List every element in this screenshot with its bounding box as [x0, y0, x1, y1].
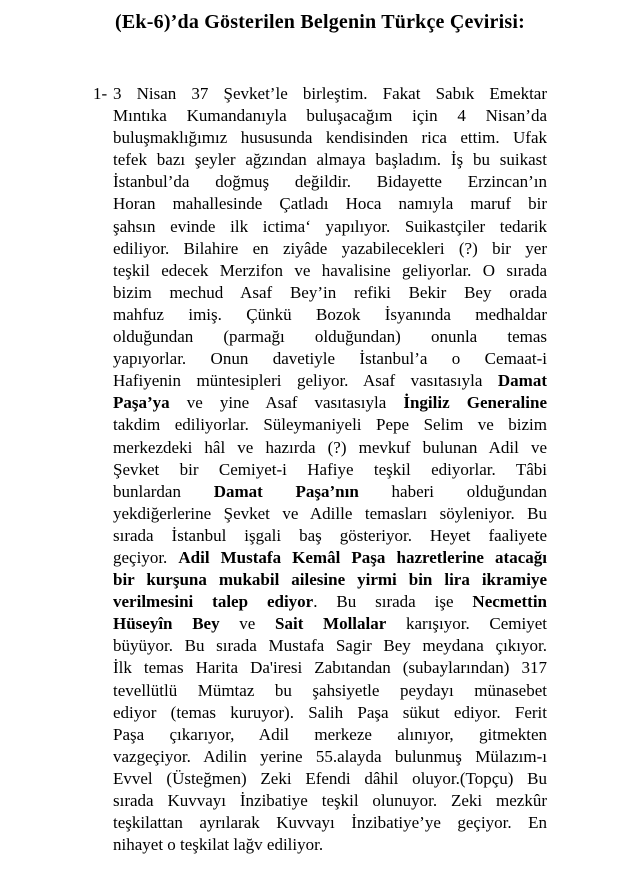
- text-line: [113, 724, 547, 746]
- text-line: [113, 834, 547, 856]
- text-line: [113, 547, 547, 569]
- list-item-marker: 1-: [93, 84, 108, 103]
- text-line: [113, 370, 547, 392]
- text-line: [113, 171, 547, 193]
- text-line: [113, 680, 547, 702]
- paragraph: [93, 83, 548, 856]
- text-segment: haberi olduğundan: [358, 481, 547, 501]
- text-segment: yekdiğerlerine Şevket ve Adille temasları söyleniyor. Bu: [113, 503, 547, 523]
- text-line: [113, 83, 547, 105]
- bold-text-segment: Sait Mollalar: [275, 614, 387, 634]
- text-segment: geçiyor.: [113, 547, 179, 567]
- text-line: [113, 414, 547, 436]
- text-line: [113, 635, 547, 657]
- text-line: [113, 613, 547, 635]
- text-line: [113, 282, 547, 304]
- text-line: [113, 149, 547, 171]
- text-segment: Mıntıka Kumandanıyla buluşacağım için 4 Nisan’da: [113, 106, 547, 126]
- text-line: [113, 459, 547, 481]
- text-line: [113, 657, 547, 679]
- text-line: [113, 525, 547, 547]
- text-segment: Paşa çıkarıyor, Adil merkeze alınıyor, gitmekten: [113, 724, 547, 744]
- bold-text-segment: Paşa’ya: [113, 393, 170, 413]
- text-line: [113, 193, 547, 215]
- bold-text-segment: Adil Mustafa Kemâl Paşa hazretlerine atacağı: [178, 547, 547, 567]
- text-line: [113, 503, 547, 525]
- text-line: [113, 105, 547, 127]
- text-segment: merkezdeki hâl ve hazırda (?) mevkuf bulunan Adil ve: [113, 437, 547, 457]
- text-segment: nihayet o teşkilat lağv ediliyor.: [113, 835, 324, 855]
- bold-text-segment: Hüseyîn Bey: [113, 614, 220, 634]
- text-segment: bizim mechud Asaf Bey’in refiki Bekir Bey orada: [113, 282, 547, 302]
- text-line: [113, 326, 547, 348]
- text-line: [113, 437, 547, 459]
- bold-text-segment: İngiliz Generaline: [403, 393, 547, 413]
- text-line: [113, 304, 547, 326]
- text-segment: takdim ediliyorlar. Süleymaniyeli Pepe Selim ve bizim: [113, 415, 547, 435]
- text-segment: İlk temas Harita Da'iresi Zabıtandan (subaylarından) 317: [113, 658, 547, 678]
- paragraph-lines: [113, 83, 547, 856]
- text-line: [113, 591, 547, 613]
- text-segment: ediyor (temas kuruyor). Salih Paşa sükut ediyor. Ferit: [113, 702, 547, 722]
- text-line: [113, 702, 547, 724]
- text-segment: 3 Nisan 37 Şevket’le birleştim. Fakat Sabık Emektar: [113, 84, 547, 103]
- text-segment: bunlardan: [113, 481, 214, 501]
- text-segment: ve yine Asaf vasıtasıyla: [169, 393, 404, 413]
- text-segment: Hafiyenin müntesipleri geliyor. Asaf vasıtasıyla: [113, 371, 498, 391]
- text-segment: İstanbul’da doğmuş değildir. Bidayette Erzincan’ın: [113, 172, 547, 192]
- bold-text-segment: Damat Paşa’nın: [213, 481, 359, 501]
- bold-text-segment: Damat: [497, 371, 547, 391]
- text-segment: Evvel (Üsteğmen) Zeki Efendi dâhil oluyor.(Topçu) Bu: [113, 768, 547, 788]
- text-segment: buluşmaklığımız hususunda kendisinden rica ettim. Ufak: [113, 128, 547, 148]
- text-segment: teşkil edecek Merzifon ve havalisine geliyorlar. O sırada: [113, 260, 547, 280]
- text-line: [113, 216, 547, 238]
- text-line: [113, 746, 547, 768]
- text-line: [113, 812, 547, 834]
- text-segment: tefek bazı şeyler ağzından almaya başladım. İş bu suikast: [113, 150, 547, 170]
- text-line: [113, 127, 547, 149]
- text-line: [113, 348, 547, 370]
- text-segment: Horan mahallesinde Çatladı Hoca namıyla maruf bir: [113, 194, 547, 214]
- text-segment: mahfuz imiş. Çünkü Bozok İsyanında medhaldar: [113, 304, 547, 324]
- text-segment: tevellütlü Mümtaz bu şahsiyetle peydayı münasebet: [113, 680, 547, 700]
- text-segment: şahsın evinde ilk ictima‘ yapılıyor. Suikastçiler tedarik: [113, 216, 547, 236]
- text-segment: . Bu sırada işe: [313, 592, 473, 612]
- text-segment: olduğundan (parmağı olduğundan) onunla temas: [113, 327, 547, 347]
- text-segment: teşkilattan ayrılarak Kuvvayı İnzibatiye’ye geçiyor. En: [113, 813, 547, 833]
- text-line: [113, 790, 547, 812]
- text-line: [113, 392, 547, 414]
- text-line: [113, 768, 547, 790]
- bold-text-segment: verilmesini talep ediyor: [113, 592, 314, 612]
- text-segment: yapıyorlar. Onun davetiyle İstanbul’a o Cemaat-i: [113, 349, 547, 369]
- text-segment: ediliyor. Bilahire en ziyâde yazabilecekleri (?) bir yer: [113, 238, 547, 258]
- text-segment: ve: [219, 614, 276, 634]
- text-line: [113, 569, 547, 591]
- text-line: [113, 260, 547, 282]
- text-segment: büyüyor. Bu sırada Mustafa Sagir Bey meydana çıkıyor.: [113, 636, 547, 656]
- text-segment: Şevket bir Cemiyet-i Hafiye teşkil ediyorlar. Tâbi: [113, 459, 547, 479]
- document-title: (Ek-6)’da Gösterilen Belgenin Türkçe Çevirisi:: [115, 11, 525, 33]
- bold-text-segment: bir kurşuna mukabil ailesine yirmi bin lira ikramiye: [113, 570, 547, 590]
- text-segment: vazgeçiyor. Adilin yerine 55.alayda bulunmuş Mülazım-ı: [113, 746, 547, 766]
- text-line: [113, 238, 547, 260]
- bold-text-segment: Necmettin: [472, 592, 547, 612]
- text-segment: sırada İstanbul işgali baş gösteriyor. Heyet faaliyete: [113, 525, 547, 545]
- text-line: [113, 481, 547, 503]
- text-segment: karışıyor. Cemiyet: [386, 614, 548, 634]
- text-segment: sırada Kuvvayı İnzibatiye teşkil olunuyor. Zeki mezkûr: [113, 791, 547, 810]
